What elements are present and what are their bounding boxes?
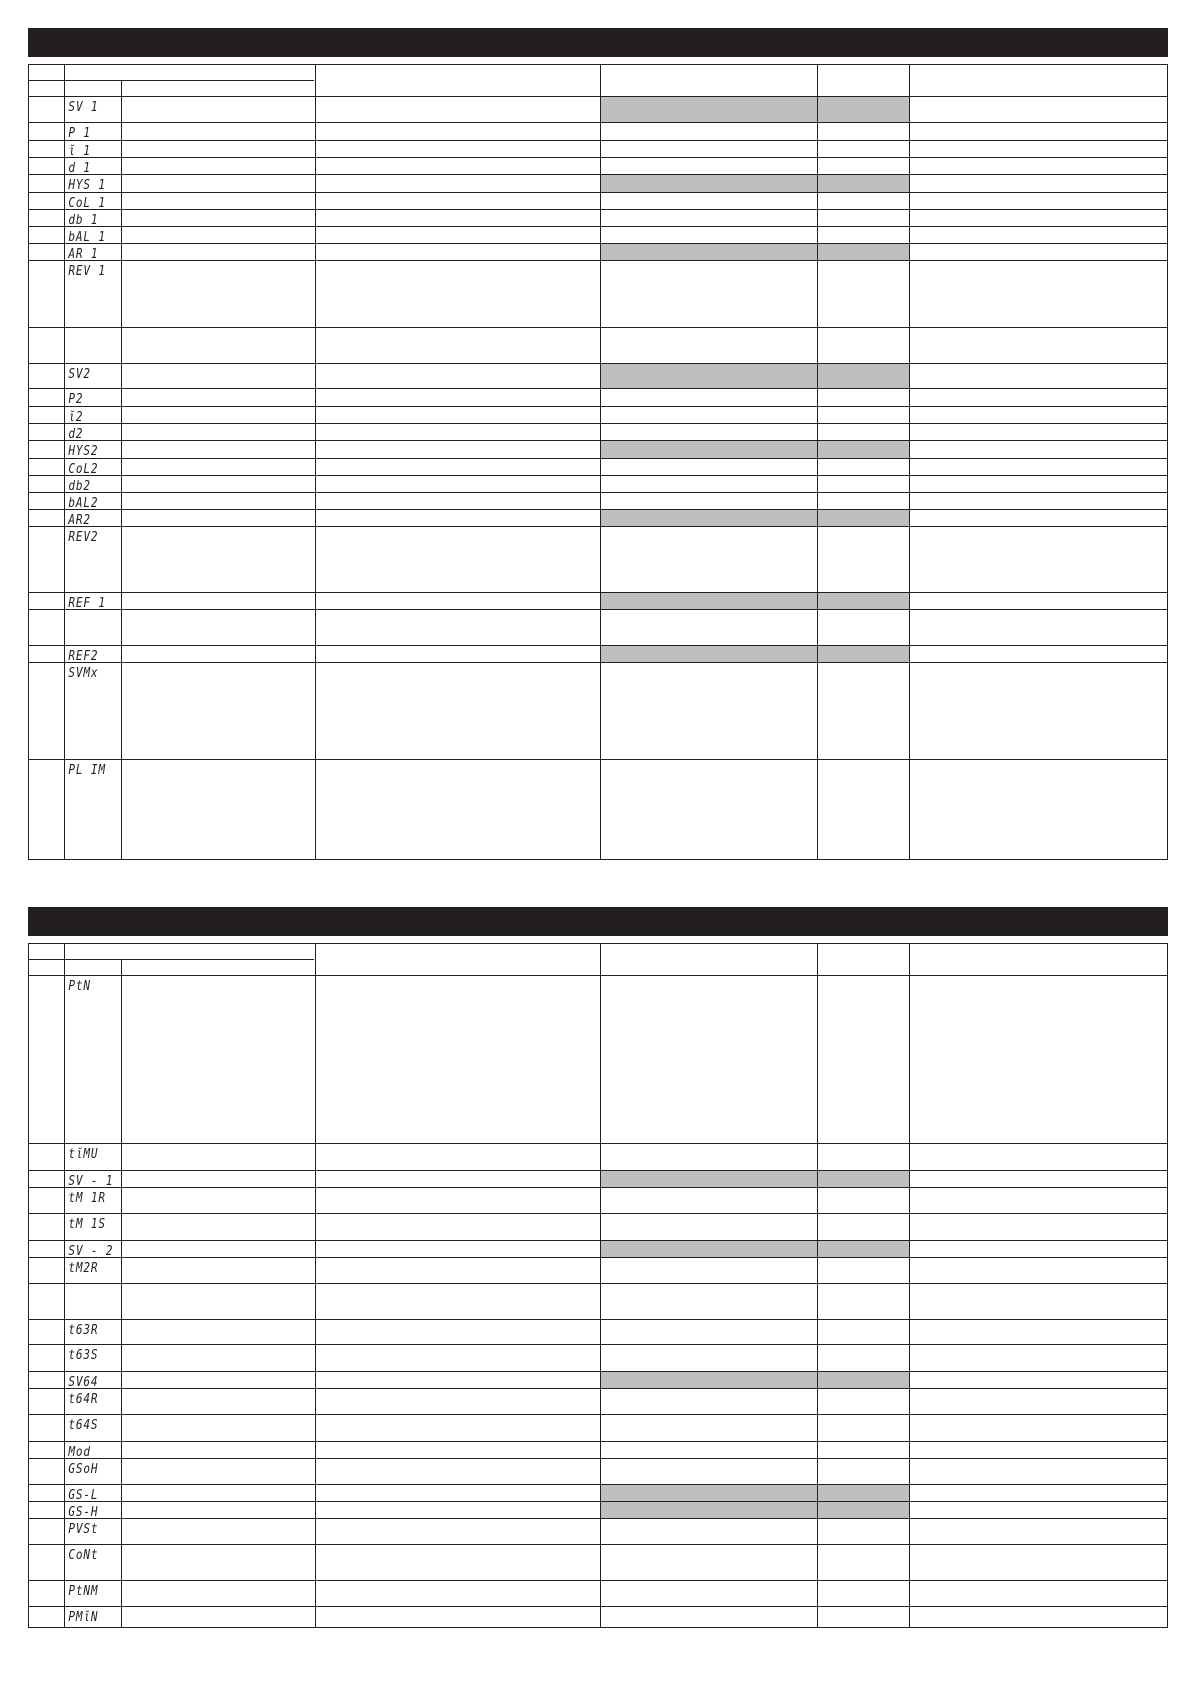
t2-parameter-code: SV - 1 xyxy=(68,1174,114,1189)
t1-table-row xyxy=(29,423,1167,441)
t1-parameter-code: ῐ2 xyxy=(68,410,84,425)
t1-table-row xyxy=(29,122,1167,141)
t2-table-row xyxy=(29,1458,1167,1485)
t2-table-row xyxy=(29,1143,1167,1171)
t1-parameter-code: P 1 xyxy=(68,126,91,141)
t1-parameter-code: d2 xyxy=(68,427,84,442)
t2-parameter-code: GSoH xyxy=(68,1462,99,1477)
t1-parameter-code: CoL 1 xyxy=(68,196,106,211)
t1-table-row xyxy=(29,327,1167,364)
t2-parameter-code: t63R xyxy=(68,1323,99,1338)
t2-parameter-code: tM 1S xyxy=(68,1217,106,1232)
t2-table-row xyxy=(29,1580,1167,1607)
t1-table-row xyxy=(29,475,1167,493)
t2-parameter-code: tῐMU xyxy=(68,1147,99,1162)
t1-parameter-code: PL IM xyxy=(68,763,106,778)
t1-parameter-code: REV2 xyxy=(68,530,99,545)
t1-parameter-code: SV2 xyxy=(68,367,91,382)
t2-table-row xyxy=(29,1257,1167,1284)
t1-parameter-code: ῐ 1 xyxy=(68,144,91,159)
parameter-table-2 xyxy=(28,943,1168,1628)
t1-table-row xyxy=(29,192,1167,210)
t2-table-row xyxy=(29,1544,1167,1581)
t1-table-row xyxy=(29,526,1167,593)
t1-column-rule xyxy=(64,65,65,859)
t2-parameter-code: PtN xyxy=(68,979,91,994)
t2-table-row xyxy=(29,1187,1167,1214)
t1-parameter-code: bAL2 xyxy=(68,496,99,511)
t2-parameter-code: t64S xyxy=(68,1418,99,1433)
t1-parameter-code: P2 xyxy=(68,392,84,407)
t1-table-row xyxy=(29,592,1167,610)
t1-table-row xyxy=(29,458,1167,476)
t2-table-row xyxy=(29,1501,1167,1519)
t2-table-row xyxy=(29,1213,1167,1241)
t2-table-row xyxy=(29,1240,1167,1258)
parameter-table-1 xyxy=(28,64,1168,860)
t1-parameter-code: REF2 xyxy=(68,649,99,664)
t1-column-rule xyxy=(817,65,818,859)
t1-table-row xyxy=(29,609,1167,646)
section-1-header-bar xyxy=(28,28,1168,57)
t1-parameter-code: HYS2 xyxy=(68,444,99,459)
t2-table-row xyxy=(29,1441,1167,1459)
t1-column-rule xyxy=(909,65,910,859)
t2-parameter-code: tM2R xyxy=(68,1261,99,1276)
t1-parameter-code: SVMx xyxy=(68,666,99,681)
t2-parameter-code: Mod xyxy=(68,1445,91,1460)
t1-parameter-code: bAL 1 xyxy=(68,230,106,245)
section-2-header-bar xyxy=(28,907,1168,936)
t1-table-row xyxy=(29,492,1167,510)
t2-table-row xyxy=(29,1606,1167,1632)
t1-table-row xyxy=(29,363,1167,389)
t2-table-row xyxy=(29,1283,1167,1320)
t1-column-rule xyxy=(121,80,122,859)
t1-parameter-code: HYS 1 xyxy=(68,178,106,193)
t2-parameter-code: SV64 xyxy=(68,1375,99,1390)
t1-header-subrule xyxy=(29,80,314,81)
t1-table-row xyxy=(29,662,1167,760)
t2-parameter-code: PtNM xyxy=(68,1584,99,1599)
t1-parameter-code: db2 xyxy=(68,479,91,494)
t1-parameter-code: AR 1 xyxy=(68,247,99,262)
t1-parameter-code: d 1 xyxy=(68,161,91,176)
t2-table-row xyxy=(29,1170,1167,1188)
t1-table-row xyxy=(29,157,1167,175)
t2-column-rule xyxy=(64,944,65,1627)
t1-table-row xyxy=(29,243,1167,261)
t1-table-row xyxy=(29,388,1167,407)
t1-column-rule xyxy=(600,65,601,859)
t2-parameter-code: tM 1R xyxy=(68,1191,106,1206)
t2-parameter-code: CoNt xyxy=(68,1548,99,1563)
t2-parameter-code: t64R xyxy=(68,1392,99,1407)
t1-table-row xyxy=(29,260,1167,328)
t2-table-row xyxy=(29,1344,1167,1372)
t1-table-row xyxy=(29,96,1167,123)
t2-column-rule xyxy=(600,944,601,1627)
t2-header-subrule xyxy=(29,959,314,960)
t1-parameter-code: AR2 xyxy=(68,513,91,528)
t2-table-row xyxy=(29,1414,1167,1442)
t1-table-row xyxy=(29,509,1167,527)
t2-parameter-code: GS-L xyxy=(68,1488,99,1503)
t2-table-row xyxy=(29,975,1167,1144)
t2-table-row xyxy=(29,1518,1167,1545)
t2-parameter-code: t63S xyxy=(68,1348,99,1363)
t1-table-row xyxy=(29,209,1167,227)
t1-table-row xyxy=(29,645,1167,663)
t2-parameter-code: GS-H xyxy=(68,1505,99,1520)
t1-table-row xyxy=(29,140,1167,158)
t2-parameter-code: SV - 2 xyxy=(68,1244,114,1259)
t2-table-row xyxy=(29,1484,1167,1502)
t2-table-row xyxy=(29,1388,1167,1415)
t2-parameter-code: PMῐN xyxy=(68,1610,99,1625)
t2-table-row xyxy=(29,1371,1167,1389)
t1-table-row xyxy=(29,759,1167,856)
t1-parameter-code: db 1 xyxy=(68,213,99,228)
t1-parameter-code: CoL2 xyxy=(68,462,99,477)
t2-column-rule xyxy=(817,944,818,1627)
t1-parameter-code: REF 1 xyxy=(68,596,106,611)
t2-column-rule xyxy=(315,944,316,1627)
t1-parameter-code: SV 1 xyxy=(68,100,99,115)
t1-table-row xyxy=(29,174,1167,193)
t1-table-row xyxy=(29,406,1167,424)
t1-table-row xyxy=(29,226,1167,244)
t2-column-rule xyxy=(121,959,122,1627)
t1-table-row xyxy=(29,440,1167,459)
t2-parameter-code: PVSt xyxy=(68,1522,99,1537)
t1-parameter-code: REV 1 xyxy=(68,264,106,279)
t1-column-rule xyxy=(315,65,316,859)
t2-column-rule xyxy=(909,944,910,1627)
t2-table-row xyxy=(29,1319,1167,1345)
